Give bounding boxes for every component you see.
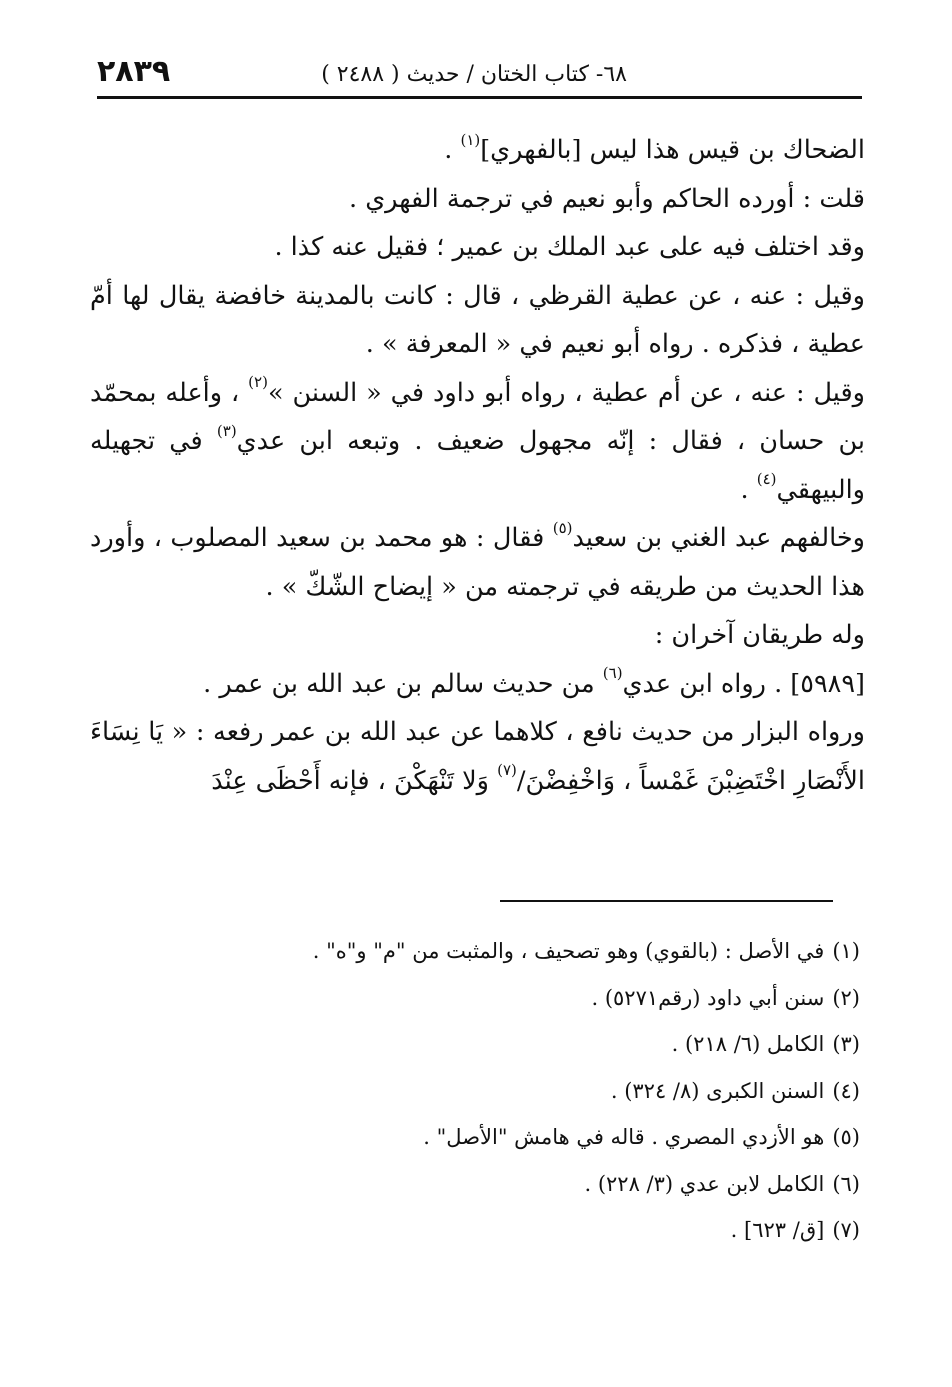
paragraph-1-end: . [444, 135, 461, 165]
footnote-item [90, 1161, 860, 1208]
main-text [90, 126, 865, 805]
footnote-ref-7[interactable]: (٧) [497, 761, 517, 779]
footnote-text: [ق/ ٦٢٣] . [730, 1218, 825, 1242]
footnote-number: (٧) [832, 1218, 860, 1242]
paragraph-6 [90, 514, 865, 611]
paragraph-8-part-a: [٥٩٨٩] . رواه ابن عدي [622, 668, 865, 699]
footnote-item [90, 928, 860, 975]
footnote-number: (١) [832, 939, 860, 963]
footnote-number: (٦) [832, 1171, 860, 1196]
paragraph-1 [90, 126, 865, 175]
paragraph-9-part-b: وَلا تَنْهَكْنَ ، فإنه أَحْظَى عِنْدَ [211, 765, 498, 796]
footnote-ref-3[interactable]: (٣) [216, 421, 237, 440]
paragraph-1-text: الضحاك بن قيس هذا ليس [بالفهري] [480, 135, 865, 165]
footnote-ref-5[interactable]: (٥) [552, 518, 573, 537]
footnotes-list [90, 928, 860, 1254]
paragraph-9 [90, 708, 865, 805]
paragraph-3: وقد اختلف فيه على عبد الملك بن عمير ؛ فقيل عنه كذا . [274, 232, 865, 262]
footnote-text: الكامل (٦/ ٢١٨) . [671, 1032, 825, 1056]
footnote-item [90, 1068, 860, 1115]
paragraph-5-part-b: ، وأعله بمحمّد بن حسان ، فقال : إنّه مجهول ضعيف . وتبعه ابن عدي [90, 377, 865, 456]
footnote-number: (٥) [832, 1125, 860, 1149]
footnote-item [90, 1207, 860, 1254]
header-rule [97, 96, 862, 99]
footnote-item [90, 975, 860, 1022]
running-title: ٦٨- كتاب الختان / حديث ( ٢٤٨٨ ) [321, 62, 627, 87]
paragraph-8 [90, 660, 865, 709]
paragraph-5-part-d: . [740, 474, 757, 505]
paragraph-5-part-a: وقيل : عنه ، عن أم عطية ، رواه أبو داود في « السنن » [267, 377, 865, 408]
paragraph-9-part-a: ورواه البزار من حديث نافع ، كلاهما عن عبد الله بن عمر رفعه : « يَا نِسَاءَ الأَنْصَارِ اخْتَضِبْنَ غَمْساً ، وَاخْفِضْنَ/ [90, 717, 865, 796]
footnote-item [90, 1114, 860, 1161]
footnote-text: هو الأزدي المصري . قاله في هامش "الأصل" . [423, 1125, 825, 1149]
footnote-ref-1[interactable]: (١) [460, 130, 481, 149]
footnote-ref-6[interactable]: (٦) [602, 664, 623, 682]
page-header [97, 52, 862, 100]
paragraph-8-part-b: من حديث سالم بن عبد الله بن عمر . [203, 668, 603, 699]
paragraph-5-part-c: في تجهيله والبيهقي [90, 426, 865, 505]
footnote-text: في الأصل : (بالقوي) وهو تصحيف ، والمثبت من "م" و"ه" . [312, 939, 825, 963]
footnote-text: السنن الكبرى (٨/ ٣٢٤) . [610, 1078, 825, 1103]
footnote-text: الكامل لابن عدي (٣/ ٢٢٨) . [584, 1171, 825, 1196]
footnote-text: سنن أبي داود (رقم٥٢٧١) . [591, 985, 825, 1010]
footnote-rule [500, 900, 833, 902]
paragraph-4: وقيل : عنه ، عن عطية القرظي ، قال : كانت بالمدينة خافضة يقال لها أمّ عطية ، فذكره . رواه أبو نعيم في « المعرفة » . [90, 280, 865, 359]
footnote-item [90, 1021, 860, 1068]
footnote-number: (٤) [832, 1078, 860, 1103]
paragraph-2: قلت : أورده الحاكم وأبو نعيم في ترجمة الفهري . [348, 183, 865, 214]
paragraph-5 [90, 369, 865, 515]
footnote-number: (٣) [832, 1032, 860, 1056]
paragraph-6-part-a: وخالفهم عبد الغني بن سعيد [572, 523, 866, 553]
paragraph-6-part-b: فقال : هو محمد بن سعيد المصلوب ، وأورد هذا الحديث من طريقه في ترجمته من « إيضاح الشّكّ » . [90, 523, 865, 602]
footnote-ref-4[interactable]: (٤) [756, 470, 777, 488]
page-number: ٢٨٣٩ [97, 54, 171, 89]
paragraph-7: وله طريقان آخران : [654, 620, 865, 650]
footnote-ref-2[interactable]: (٢) [248, 373, 268, 391]
footnote-number: (٢) [832, 985, 860, 1010]
